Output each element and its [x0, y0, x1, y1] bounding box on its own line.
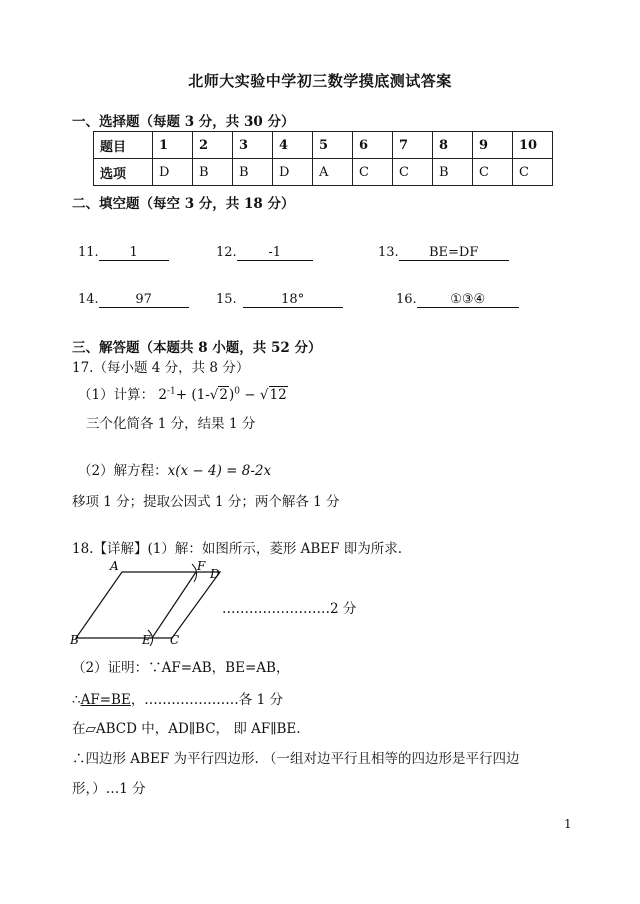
section3-heading: 三、解答题（本题共 8 小题，共 52 分） — [72, 340, 322, 356]
question-number: 2 — [193, 132, 233, 159]
page-title: 北师大实验中学初三数学摸底测试答案 — [188, 72, 452, 90]
page-number: 1 — [564, 817, 572, 831]
item-answer: BE=DF — [399, 246, 509, 261]
fill-item-12 — [216, 245, 313, 261]
q18-proof-line1: （2）证明：∵AF=AB，BE=AB， — [72, 660, 290, 676]
q18-proof-line4: ∴四边形 ABEF 为平行四边形. （一组对边平行且相等的四边形是平行四边 — [72, 751, 520, 767]
fill-item-15 — [216, 292, 343, 308]
answer-cell: B — [193, 159, 233, 186]
question-number: 5 — [313, 132, 353, 159]
item-number: 12. — [216, 245, 237, 260]
item-answer: 97 — [99, 293, 189, 308]
side-fe — [152, 572, 196, 638]
q17-part1-scoring: 三个化简各 1 分，结果 1 分 — [86, 416, 256, 432]
answer-cell: C — [473, 159, 513, 186]
item-answer: ①③④ — [417, 293, 519, 308]
math-expression: x(x − 4) = 8-2x — [167, 463, 272, 479]
math-expression: $2^{-1}+ (1-√2)^0 - √12$ — [158, 386, 287, 403]
vertex-label-b: B — [70, 633, 79, 646]
q18-intro: 18.【详解】(1）解：如图所示，菱形 ABEF 即为所求. — [72, 541, 403, 557]
fill-item-14 — [78, 292, 189, 308]
table-header-cell: 选项 — [94, 159, 153, 186]
question-number: 6 — [353, 132, 393, 159]
item-number: 14. — [78, 292, 99, 307]
parallelogram-abcd — [76, 572, 220, 638]
table-row — [94, 159, 553, 186]
table-header-cell: 题目 — [94, 132, 153, 159]
q17-part1 — [78, 383, 288, 403]
item-number: 16. — [396, 292, 417, 307]
table-row — [94, 132, 553, 159]
answer-cell: C — [353, 159, 393, 186]
answer-cell: D — [273, 159, 313, 186]
item-answer: 1 — [99, 246, 169, 261]
question-number: 4 — [273, 132, 313, 159]
section2-heading: 二、填空题（每空 3 分，共 18 分） — [72, 196, 295, 212]
question-number: 7 — [393, 132, 433, 159]
q18-proof-line2: ∴AF=BE，…………………各 1 分 — [72, 692, 283, 708]
question-number: 3 — [233, 132, 273, 159]
fill-item-16 — [396, 292, 519, 308]
vertex-label-d: D — [210, 567, 220, 581]
q18-proof-line3: 在▱ABCD 中，AD∥BC， 即 AF∥BE. — [72, 721, 301, 737]
answer-cell: D — [153, 159, 193, 186]
vertex-label-c: C — [170, 633, 180, 646]
q17-part2 — [78, 459, 271, 479]
question-number: 10 — [513, 132, 553, 159]
fill-item-11 — [78, 245, 169, 261]
q17-intro: 17.（每小题 4 分，共 8 分） — [72, 360, 250, 376]
answer-cell: B — [433, 159, 473, 186]
answer-table — [93, 131, 553, 186]
vertex-label-f: F — [197, 559, 206, 573]
q18-figure-score: ……………………2 分 — [222, 601, 357, 617]
vertex-label-a: A — [110, 559, 119, 573]
section1-heading: 一、选择题（每题 3 分，共 30 分） — [72, 114, 295, 130]
answer-cell: A — [313, 159, 353, 186]
vertex-label-e: E — [142, 633, 151, 646]
part-label: （1）计算： — [78, 387, 155, 403]
q17-part2-scoring: 移项 1 分；提取公因式 1 分；两个解各 1 分 — [72, 494, 340, 510]
question-number: 9 — [473, 132, 513, 159]
answer-cell: C — [393, 159, 433, 186]
item-answer: 18° — [243, 293, 343, 308]
answer-cell: C — [513, 159, 553, 186]
item-number: 15. — [216, 292, 237, 307]
rhombus-figure — [70, 556, 240, 646]
item-number: 11. — [78, 245, 99, 260]
part-label: （2）解方程： — [78, 463, 168, 479]
item-answer: -1 — [237, 246, 313, 261]
question-number: 8 — [433, 132, 473, 159]
question-number: 1 — [153, 132, 193, 159]
answer-cell: B — [233, 159, 273, 186]
item-number: 13. — [378, 245, 399, 260]
q18-proof-line5: 形，）…1 分 — [72, 781, 146, 797]
fill-item-13 — [378, 245, 509, 261]
